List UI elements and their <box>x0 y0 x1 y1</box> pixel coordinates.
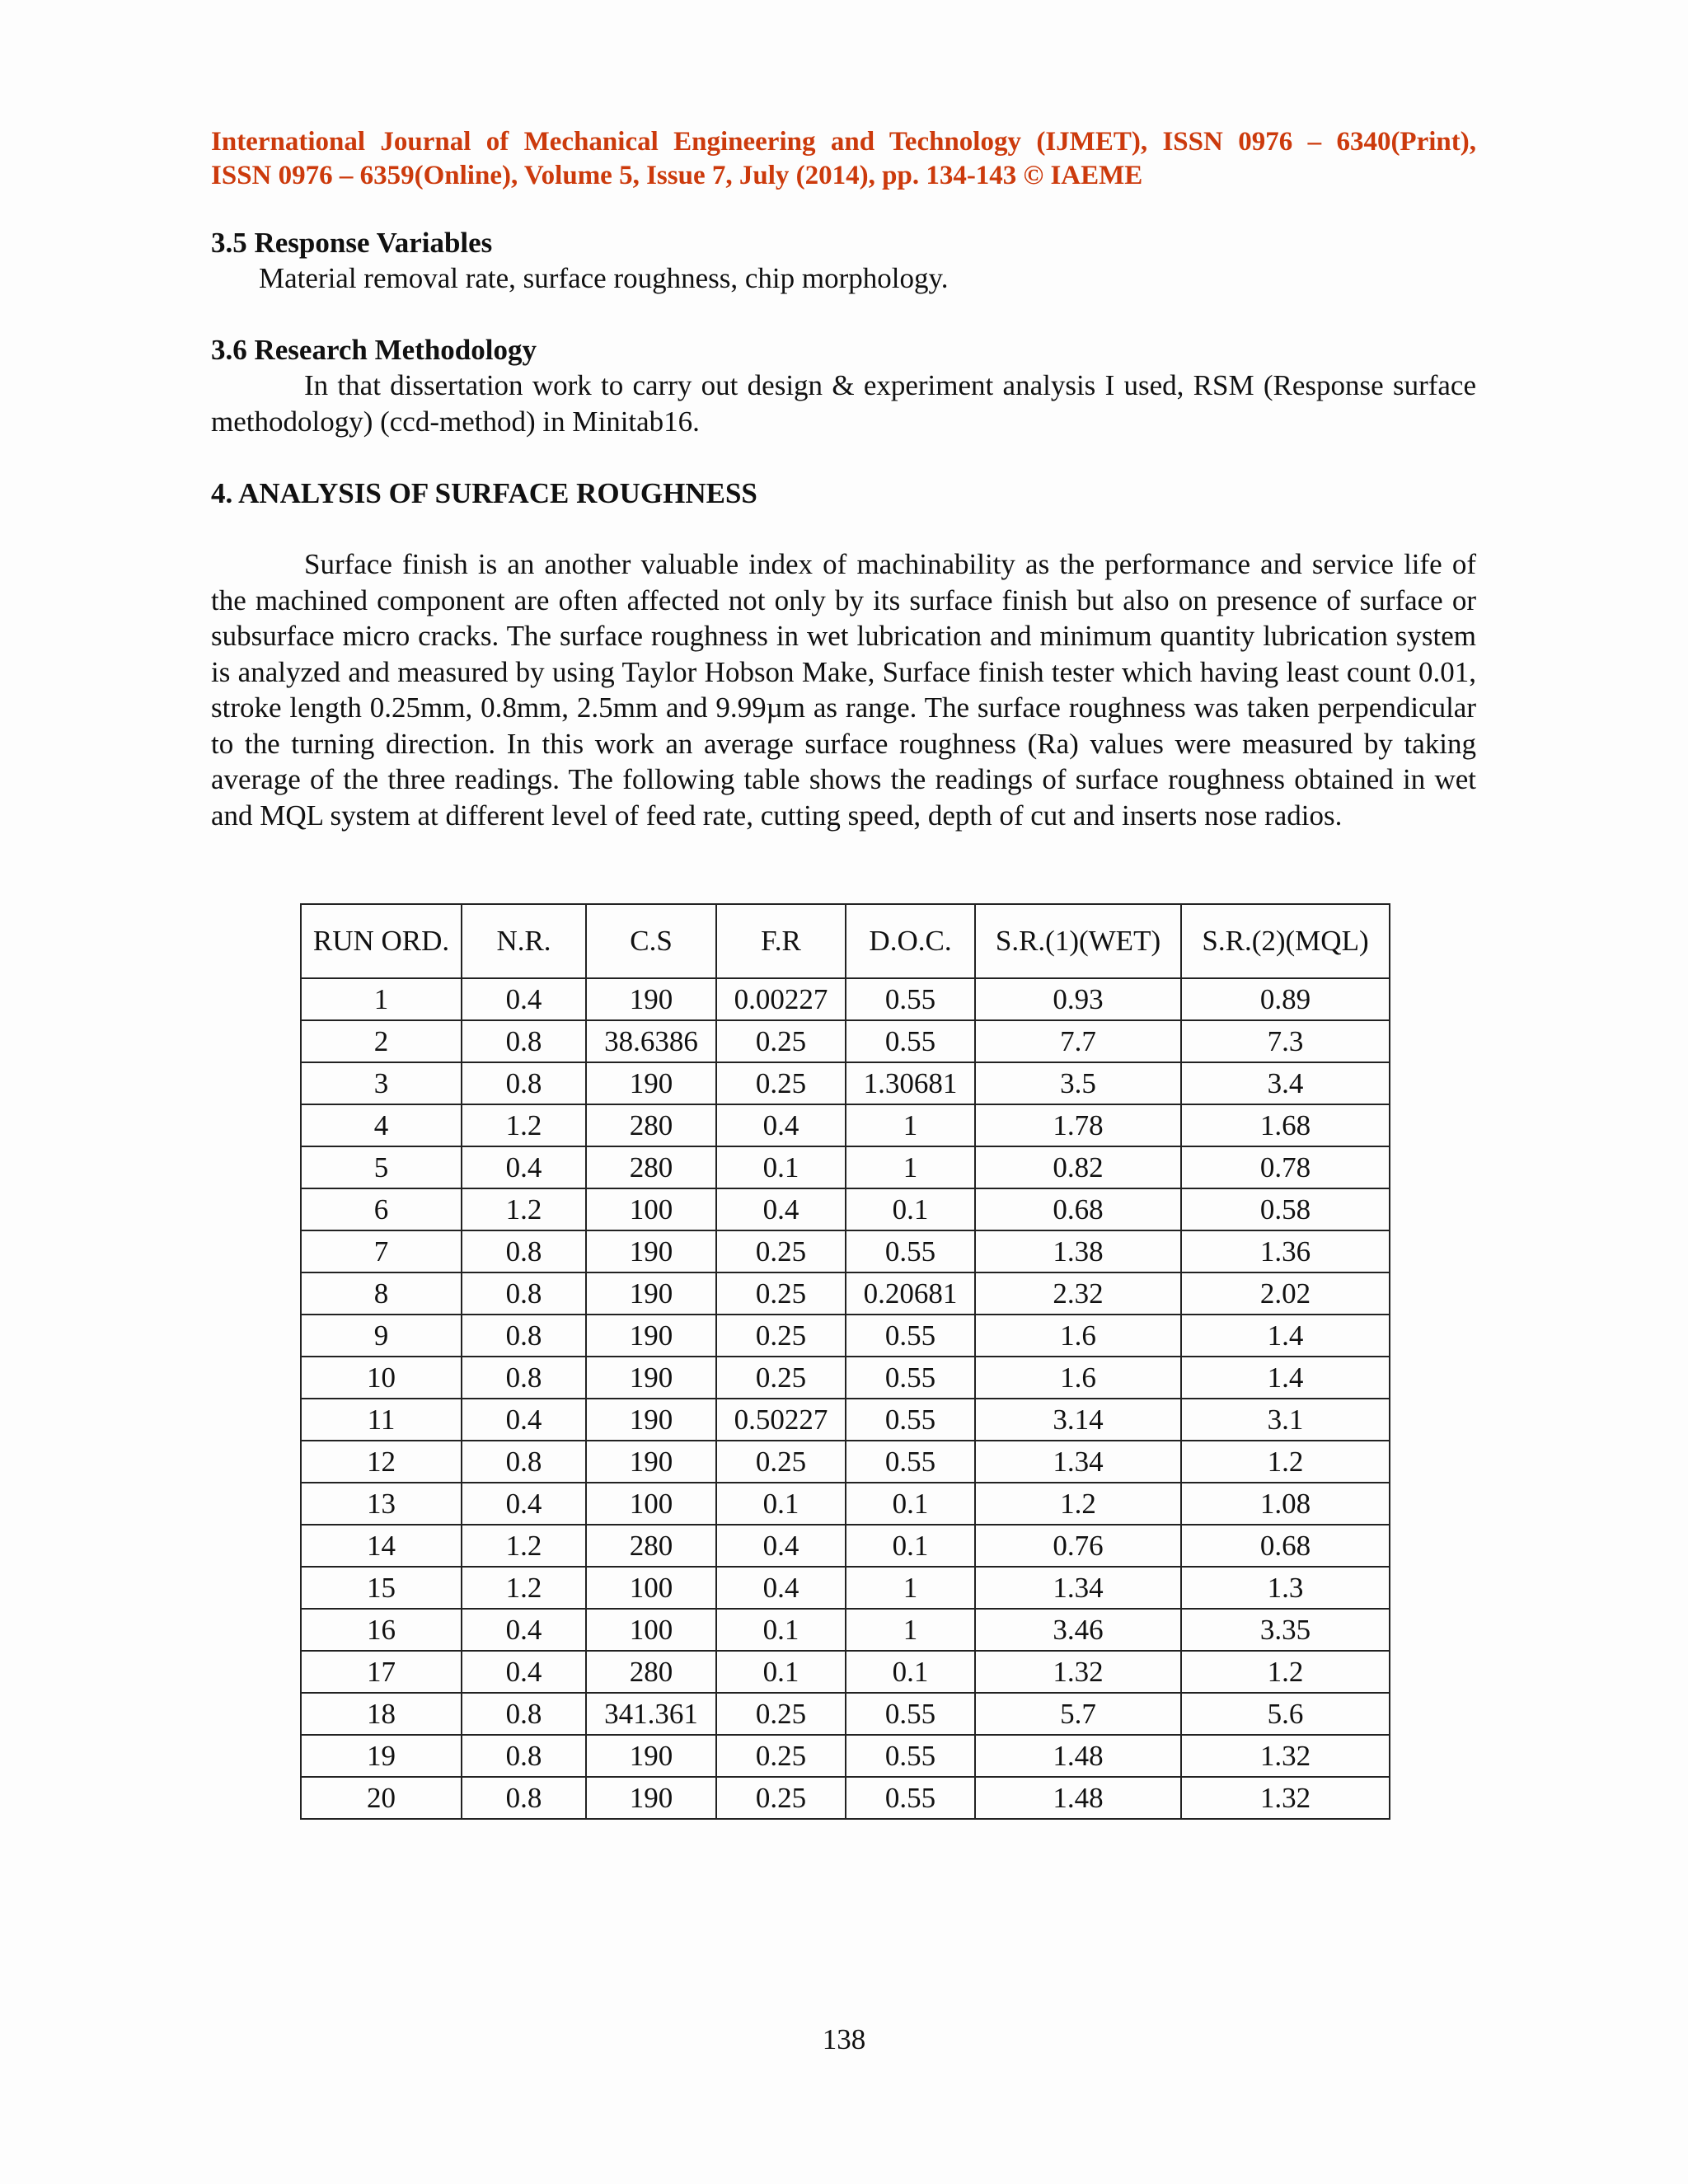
cell-sr-wet: 1.32 <box>975 1651 1181 1693</box>
table-row <box>301 1483 1390 1525</box>
cell-sr-wet: 3.5 <box>975 1062 1181 1104</box>
cell-cutting-speed: 190 <box>586 978 716 1020</box>
cell-nose-radius: 0.8 <box>462 1272 586 1315</box>
section-3-6-text: In that dissertation work to carry out design & experiment analysis I used, RSM (Response surface methodology) (ccd-method) in Minitab16. <box>211 369 1476 438</box>
cell-cutting-speed: 190 <box>586 1777 716 1819</box>
table-row <box>301 1020 1390 1062</box>
cell-sr-mql: 0.78 <box>1181 1146 1390 1188</box>
cell-feed-rate: 0.25 <box>716 1315 846 1357</box>
cell-feed-rate: 0.4 <box>716 1525 846 1567</box>
table-row <box>301 1272 1390 1315</box>
cell-sr-wet: 0.76 <box>975 1525 1181 1567</box>
cell-depth-of-cut: 0.55 <box>846 1020 975 1062</box>
cell-cutting-speed: 190 <box>586 1272 716 1315</box>
cell-sr-mql: 1.4 <box>1181 1315 1390 1357</box>
cell-cutting-speed: 280 <box>586 1651 716 1693</box>
cell-cutting-speed: 341.361 <box>586 1693 716 1735</box>
cell-cutting-speed: 280 <box>586 1146 716 1188</box>
cell-nose-radius: 1.2 <box>462 1188 586 1230</box>
header-feed-rate: F.R <box>716 904 846 978</box>
cell-nose-radius: 0.4 <box>462 1483 586 1525</box>
table-row <box>301 1399 1390 1441</box>
cell-sr-wet: 0.68 <box>975 1188 1181 1230</box>
cell-nose-radius: 1.2 <box>462 1567 586 1609</box>
table-row <box>301 1357 1390 1399</box>
cell-depth-of-cut: 0.1 <box>846 1651 975 1693</box>
cell-cutting-speed: 100 <box>586 1483 716 1525</box>
cell-depth-of-cut: 1 <box>846 1104 975 1146</box>
surface-roughness-table <box>300 903 1390 1820</box>
table-row <box>301 1146 1390 1188</box>
cell-feed-rate: 0.1 <box>716 1146 846 1188</box>
cell-run-order: 10 <box>301 1357 462 1399</box>
cell-feed-rate: 0.4 <box>716 1104 846 1146</box>
table-header-row <box>301 904 1390 978</box>
cell-sr-mql: 1.36 <box>1181 1230 1390 1272</box>
cell-sr-wet: 5.7 <box>975 1693 1181 1735</box>
cell-feed-rate: 0.1 <box>716 1483 846 1525</box>
table-row <box>301 1693 1390 1735</box>
cell-sr-mql: 3.1 <box>1181 1399 1390 1441</box>
cell-depth-of-cut: 0.55 <box>846 1399 975 1441</box>
cell-depth-of-cut: 0.55 <box>846 1357 975 1399</box>
cell-run-order: 8 <box>301 1272 462 1315</box>
cell-cutting-speed: 190 <box>586 1441 716 1483</box>
cell-sr-wet: 1.2 <box>975 1483 1181 1525</box>
table-row <box>301 1441 1390 1483</box>
cell-nose-radius: 0.8 <box>462 1777 586 1819</box>
cell-run-order: 9 <box>301 1315 462 1357</box>
cell-sr-wet: 1.48 <box>975 1777 1181 1819</box>
cell-feed-rate: 0.1 <box>716 1609 846 1651</box>
cell-sr-wet: 2.32 <box>975 1272 1181 1315</box>
cell-sr-mql: 1.32 <box>1181 1735 1390 1777</box>
cell-feed-rate: 0.25 <box>716 1230 846 1272</box>
cell-depth-of-cut: 1.30681 <box>846 1062 975 1104</box>
cell-run-order: 18 <box>301 1693 462 1735</box>
cell-cutting-speed: 190 <box>586 1315 716 1357</box>
cell-depth-of-cut: 0.55 <box>846 1777 975 1819</box>
cell-depth-of-cut: 0.55 <box>846 1441 975 1483</box>
table-row <box>301 1735 1390 1777</box>
journal-header-line-2: ISSN 0976 – 6359(Online), Volume 5, Issue 7, July (2014), pp. 134-143 © IAEME <box>211 161 1143 190</box>
cell-depth-of-cut: 0.55 <box>846 1735 975 1777</box>
cell-feed-rate: 0.25 <box>716 1693 846 1735</box>
table-row <box>301 1188 1390 1230</box>
cell-feed-rate: 0.25 <box>716 1020 846 1062</box>
cell-run-order: 13 <box>301 1483 462 1525</box>
cell-sr-wet: 1.34 <box>975 1567 1181 1609</box>
cell-depth-of-cut: 0.1 <box>846 1483 975 1525</box>
table-row <box>301 1651 1390 1693</box>
cell-sr-mql: 0.58 <box>1181 1188 1390 1230</box>
cell-nose-radius: 0.8 <box>462 1357 586 1399</box>
cell-feed-rate: 0.25 <box>716 1272 846 1315</box>
cell-sr-mql: 3.4 <box>1181 1062 1390 1104</box>
cell-depth-of-cut: 0.55 <box>846 1693 975 1735</box>
cell-cutting-speed: 100 <box>586 1567 716 1609</box>
table-row <box>301 1104 1390 1146</box>
section-4-text: Surface finish is an another valuable index of machinability as the performance and service life of the machined component are often affected not only by its surface finish but also on presence of surface or subsurface micro cracks. The surface roughness in wet lubrication and minimum quantity lubrication system is analyzed and measured by using Taylor Hobson Make, Surface finish tester which having least count 0.01, stroke length 0.25mm, 0.8mm, 2.5mm and 9.99µm as range. The surface roughness was taken perpendicular to the turning direction. In this work an average surface roughness (Ra) values were measured by taking average of the three readings. The following table shows the readings of surface roughness obtained in wet and MQL system at different level of feed rate, cutting speed, depth of cut and inserts nose radios. <box>211 548 1476 832</box>
cell-sr-wet: 0.82 <box>975 1146 1181 1188</box>
cell-run-order: 11 <box>301 1399 462 1441</box>
cell-sr-mql: 1.2 <box>1181 1651 1390 1693</box>
cell-cutting-speed: 100 <box>586 1188 716 1230</box>
cell-cutting-speed: 100 <box>586 1609 716 1651</box>
cell-nose-radius: 0.8 <box>462 1062 586 1104</box>
cell-depth-of-cut: 0.20681 <box>846 1272 975 1315</box>
cell-sr-mql: 1.68 <box>1181 1104 1390 1146</box>
cell-feed-rate: 0.25 <box>716 1735 846 1777</box>
cell-depth-of-cut: 1 <box>846 1609 975 1651</box>
header-sr-mql: S.R.(2)(MQL) <box>1181 904 1390 978</box>
table-row <box>301 1315 1390 1357</box>
cell-nose-radius: 0.8 <box>462 1020 586 1062</box>
cell-run-order: 1 <box>301 978 462 1020</box>
cell-run-order: 4 <box>301 1104 462 1146</box>
table-row <box>301 1525 1390 1567</box>
cell-feed-rate: 0.25 <box>716 1441 846 1483</box>
cell-run-order: 20 <box>301 1777 462 1819</box>
cell-sr-mql: 1.32 <box>1181 1777 1390 1819</box>
section-3-5-heading: 3.5 Response Variables <box>211 227 493 259</box>
table-row <box>301 1609 1390 1651</box>
cell-nose-radius: 0.8 <box>462 1693 586 1735</box>
cell-sr-mql: 7.3 <box>1181 1020 1390 1062</box>
cell-cutting-speed: 190 <box>586 1399 716 1441</box>
cell-sr-wet: 1.34 <box>975 1441 1181 1483</box>
header-sr-wet: S.R.(1)(WET) <box>975 904 1181 978</box>
table-row <box>301 978 1390 1020</box>
table-row <box>301 1230 1390 1272</box>
cell-run-order: 15 <box>301 1567 462 1609</box>
section-3-6-heading: 3.6 Research Methodology <box>211 334 537 366</box>
cell-nose-radius: 1.2 <box>462 1525 586 1567</box>
cell-feed-rate: 0.25 <box>716 1357 846 1399</box>
cell-run-order: 16 <box>301 1609 462 1651</box>
cell-run-order: 3 <box>301 1062 462 1104</box>
cell-sr-mql: 1.2 <box>1181 1441 1390 1483</box>
table-row <box>301 1567 1390 1609</box>
cell-run-order: 14 <box>301 1525 462 1567</box>
cell-cutting-speed: 190 <box>586 1230 716 1272</box>
section-4-heading: 4. ANALYSIS OF SURFACE ROUGHNESS <box>211 477 757 509</box>
cell-sr-wet: 7.7 <box>975 1020 1181 1062</box>
cell-nose-radius: 0.8 <box>462 1441 586 1483</box>
cell-sr-mql: 0.89 <box>1181 978 1390 1020</box>
cell-run-order: 5 <box>301 1146 462 1188</box>
cell-depth-of-cut: 0.1 <box>846 1525 975 1567</box>
cell-sr-mql: 0.68 <box>1181 1525 1390 1567</box>
cell-nose-radius: 1.2 <box>462 1104 586 1146</box>
cell-run-order: 19 <box>301 1735 462 1777</box>
cell-depth-of-cut: 1 <box>846 1567 975 1609</box>
cell-sr-mql: 1.3 <box>1181 1567 1390 1609</box>
table-row <box>301 1062 1390 1104</box>
cell-nose-radius: 0.4 <box>462 1651 586 1693</box>
cell-cutting-speed: 190 <box>586 1735 716 1777</box>
cell-sr-mql: 1.4 <box>1181 1357 1390 1399</box>
cell-sr-wet: 3.14 <box>975 1399 1181 1441</box>
cell-nose-radius: 0.4 <box>462 1609 586 1651</box>
cell-depth-of-cut: 0.55 <box>846 1315 975 1357</box>
cell-sr-mql: 5.6 <box>1181 1693 1390 1735</box>
table-body <box>301 978 1390 1819</box>
cell-feed-rate: 0.50227 <box>716 1399 846 1441</box>
cell-nose-radius: 0.4 <box>462 1146 586 1188</box>
cell-nose-radius: 0.8 <box>462 1230 586 1272</box>
page-number: 138 <box>822 2023 866 2055</box>
cell-feed-rate: 0.25 <box>716 1777 846 1819</box>
cell-feed-rate: 0.25 <box>716 1062 846 1104</box>
cell-depth-of-cut: 1 <box>846 1146 975 1188</box>
cell-nose-radius: 0.4 <box>462 978 586 1020</box>
cell-nose-radius: 0.8 <box>462 1735 586 1777</box>
cell-sr-wet: 1.48 <box>975 1735 1181 1777</box>
cell-feed-rate: 0.1 <box>716 1651 846 1693</box>
cell-feed-rate: 0.4 <box>716 1567 846 1609</box>
table-row <box>301 1777 1390 1819</box>
header-run-order: RUN ORD. <box>301 904 462 978</box>
cell-sr-wet: 0.93 <box>975 978 1181 1020</box>
cell-depth-of-cut: 0.1 <box>846 1188 975 1230</box>
cell-sr-mql: 3.35 <box>1181 1609 1390 1651</box>
header-cutting-speed: C.S <box>586 904 716 978</box>
cell-sr-mql: 2.02 <box>1181 1272 1390 1315</box>
cell-sr-wet: 1.6 <box>975 1315 1181 1357</box>
cell-cutting-speed: 280 <box>586 1525 716 1567</box>
header-depth-of-cut: D.O.C. <box>846 904 975 978</box>
cell-sr-wet: 1.78 <box>975 1104 1181 1146</box>
cell-feed-rate: 0.4 <box>716 1188 846 1230</box>
cell-depth-of-cut: 0.55 <box>846 978 975 1020</box>
cell-feed-rate: 0.00227 <box>716 978 846 1020</box>
cell-cutting-speed: 190 <box>586 1062 716 1104</box>
section-3-5-text: Material removal rate, surface roughness, chip morphology. <box>259 262 949 294</box>
cell-cutting-speed: 38.6386 <box>586 1020 716 1062</box>
cell-sr-wet: 1.38 <box>975 1230 1181 1272</box>
cell-run-order: 2 <box>301 1020 462 1062</box>
cell-sr-mql: 1.08 <box>1181 1483 1390 1525</box>
journal-header-line-1: International Journal of Mechanical Engineering and Technology (IJMET), ISSN 0976 – 6340(Print), <box>211 127 1476 157</box>
cell-cutting-speed: 190 <box>586 1357 716 1399</box>
cell-sr-wet: 3.46 <box>975 1609 1181 1651</box>
cell-nose-radius: 0.4 <box>462 1399 586 1441</box>
cell-cutting-speed: 280 <box>586 1104 716 1146</box>
cell-run-order: 17 <box>301 1651 462 1693</box>
cell-run-order: 6 <box>301 1188 462 1230</box>
cell-depth-of-cut: 0.55 <box>846 1230 975 1272</box>
cell-sr-wet: 1.6 <box>975 1357 1181 1399</box>
cell-run-order: 7 <box>301 1230 462 1272</box>
journal-header <box>211 125 1476 193</box>
header-nose-radius: N.R. <box>462 904 586 978</box>
cell-nose-radius: 0.8 <box>462 1315 586 1357</box>
cell-run-order: 12 <box>301 1441 462 1483</box>
